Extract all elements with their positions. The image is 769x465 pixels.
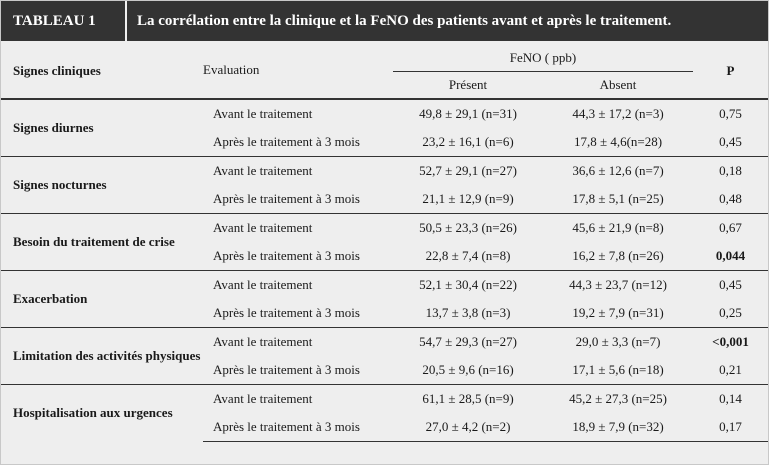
evaluation-cell: [203, 413, 393, 442]
absent-value-cell: 44,3 ± 17,2 (n=3): [543, 99, 693, 128]
present-value-cell: 52,1 ± 30,4 (n=22): [393, 271, 543, 300]
table-row: [1, 99, 768, 128]
present-value-cell: 13,7 ± 3,8 (n=3): [425, 305, 511, 320]
absent-value-cell: 19,2 ± 7,9 (n=31): [572, 305, 664, 320]
evaluation-cell: [203, 385, 393, 414]
p-value-cell: 0,45: [693, 271, 768, 300]
evaluation-label: Avant le traitement: [213, 163, 313, 178]
p-value-cell: 0,75: [693, 99, 768, 128]
evaluation-cell: [203, 157, 393, 186]
present-value-cell: 20,5 ± 9,6 (n=16): [422, 362, 514, 377]
clinical-sign-label: Limitation des activités physiques: [1, 328, 203, 385]
p-value-cell: 0,17: [693, 413, 768, 442]
evaluation-cell: [203, 214, 393, 243]
absent-value-cell: 36,6 ± 12,6 (n=7): [543, 157, 693, 186]
present-value-cell: 52,7 ± 29,1 (n=27): [393, 157, 543, 186]
p-value-cell: 0,18: [693, 157, 768, 186]
table-row: [1, 328, 768, 357]
clinical-sign-label: Signes diurnes: [1, 99, 203, 157]
evaluation-label: Avant le traitement: [213, 391, 313, 406]
p-value-cell: 0,48: [719, 191, 742, 206]
data-table: [1, 44, 768, 442]
evaluation-label: Après le traitement à 3 mois: [213, 305, 360, 320]
col-header-signes: Signes cliniques: [1, 44, 203, 99]
table-title: La corrélation entre la clinique et la FeNO des patients avant et après le traitement.: [137, 12, 672, 29]
p-value-cell: 0,21: [719, 362, 742, 377]
table-row: [1, 271, 768, 300]
clinical-sign-label: Besoin du traitement de crise: [1, 214, 203, 271]
col-header-present: Présent: [393, 72, 543, 100]
table-row: [1, 157, 768, 186]
p-value-cell: 0,14: [693, 385, 768, 414]
evaluation-cell: [203, 128, 393, 157]
present-value-cell: 50,5 ± 23,3 (n=26): [393, 214, 543, 243]
absent-value-cell: 18,9 ± 7,9 (n=32): [543, 413, 693, 442]
evaluation-cell: [203, 271, 393, 300]
absent-value-cell: 45,6 ± 21,9 (n=8): [543, 214, 693, 243]
col-header-absent: Absent: [543, 72, 693, 100]
p-value-cell: 0,044: [715, 248, 746, 263]
evaluation-cell: [203, 328, 393, 357]
absent-value-cell: 44,3 ± 23,7 (n=12): [543, 271, 693, 300]
present-value-cell: 21,1 ± 12,9 (n=9): [422, 191, 514, 206]
clinical-sign-label: Signes nocturnes: [1, 157, 203, 214]
evaluation-label: Avant le traitement: [213, 106, 313, 121]
table-body: [1, 99, 768, 442]
evaluation-label: Après le traitement à 3 mois: [213, 248, 360, 263]
p-value-cell: 0,45: [719, 134, 742, 149]
absent-value-cell: 17,1 ± 5,6 (n=18): [572, 362, 664, 377]
evaluation-label: Après le traitement à 3 mois: [213, 191, 360, 206]
evaluation-label: Après le traitement à 3 mois: [213, 419, 360, 434]
evaluation-label: Après le traitement à 3 mois: [213, 362, 360, 377]
clinical-sign-label: Exacerbation: [1, 271, 203, 328]
absent-value-cell: 17,8 ± 5,1 (n=25): [572, 191, 664, 206]
present-value-cell: 23,2 ± 16,1 (n=6): [422, 134, 514, 149]
clinical-sign-label: Hospitalisation aux urgences: [1, 385, 203, 442]
absent-value-cell: 45,2 ± 27,3 (n=25): [543, 385, 693, 414]
present-value-cell: 22,8 ± 7,4 (n=8): [425, 248, 511, 263]
evaluation-label: Avant le traitement: [213, 277, 313, 292]
evaluation-cell: [203, 185, 393, 214]
present-value-cell: 49,8 ± 29,1 (n=31): [393, 99, 543, 128]
evaluation-cell: [203, 242, 393, 271]
evaluation-cell: [203, 356, 393, 385]
table-row: [1, 385, 768, 414]
evaluation-label: Avant le traitement: [213, 334, 313, 349]
table-header-bar: [1, 1, 768, 41]
evaluation-label: Avant le traitement: [213, 220, 313, 235]
absent-value-cell: 29,0 ± 3,3 (n=7): [543, 328, 693, 357]
evaluation-cell: [203, 99, 393, 128]
p-value-cell: 0,25: [719, 305, 742, 320]
present-value-cell: 54,7 ± 29,3 (n=27): [393, 328, 543, 357]
col-header-evaluation: Evaluation: [203, 44, 393, 99]
p-value-cell: 0,67: [693, 214, 768, 243]
p-value-cell: <0,001: [693, 328, 768, 357]
evaluation-label: Après le traitement à 3 mois: [213, 134, 360, 149]
present-value-cell: 61,1 ± 28,5 (n=9): [393, 385, 543, 414]
col-header-feno: FeNO ( ppb): [393, 44, 693, 72]
col-header-p: P: [693, 44, 768, 99]
evaluation-cell: [203, 299, 393, 328]
absent-value-cell: 17,8 ± 4,6(n=28): [573, 134, 663, 149]
table-row: [1, 214, 768, 243]
present-value-cell: 27,0 ± 4,2 (n=2): [393, 413, 543, 442]
table-number: TABLEAU 1: [13, 12, 96, 29]
absent-value-cell: 16,2 ± 7,8 (n=26): [572, 248, 664, 263]
